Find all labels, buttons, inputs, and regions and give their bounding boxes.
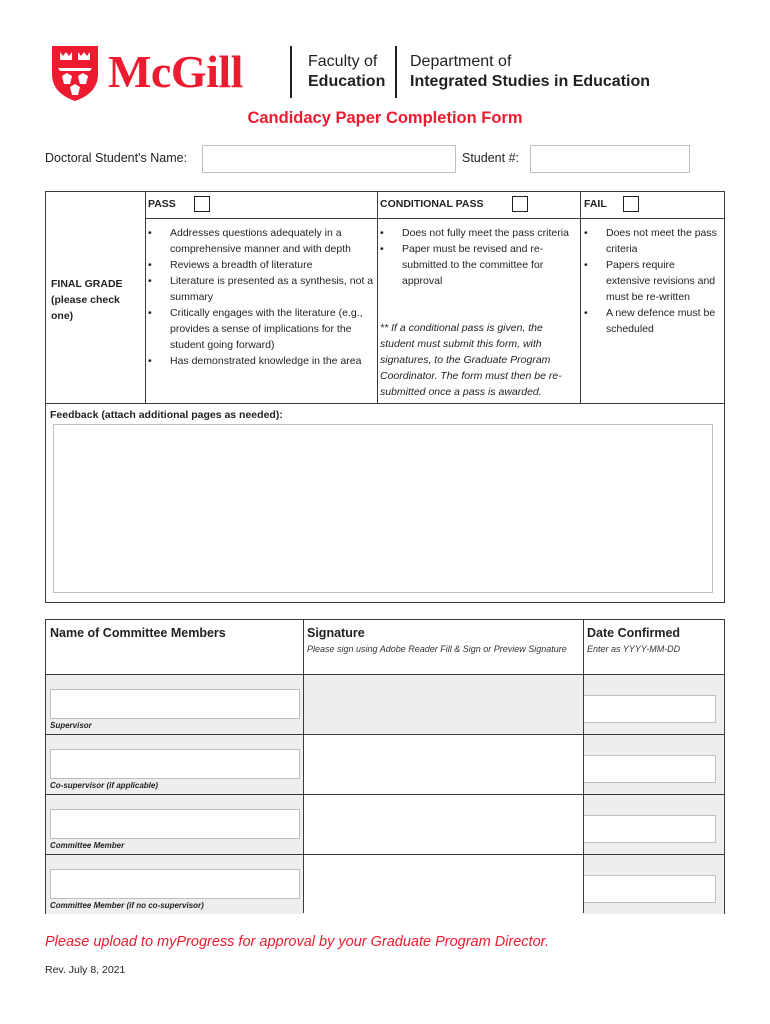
member-alt-signature-field[interactable] [303,855,583,914]
column-divider [377,192,378,403]
supervisor-signature-field[interactable] [303,675,583,734]
header-divider [395,46,397,98]
final-grade-label-line: one) [51,310,74,322]
pass-criteria-list [148,225,374,369]
conditional-criteria-list [380,225,572,289]
signature-column-title: Signature [307,626,365,640]
committee-name-header [46,620,303,674]
member-alt-name-field[interactable] [50,869,300,899]
committee-row-cosupervisor [46,734,724,794]
signature-column-note: Please sign using Adobe Reader Fill & Sign or Preview Signature [307,644,567,654]
column-divider [583,620,584,913]
final-grade-table [45,191,725,404]
date-header [583,620,725,674]
list-item: • Papers require extensive revisions and must be re-written [584,257,720,305]
signature-header [303,620,583,674]
faculty-line1: Faculty of [308,53,378,70]
department-name [410,52,650,92]
fail-label: FAIL [584,198,607,210]
committee-row-member-alt [46,854,724,914]
committee-row-member [46,794,724,854]
cosupervisor-role-label: Co-supervisor (if applicable) [50,781,159,790]
department-line2: Integrated Studies in Education [410,73,651,90]
pass-checkbox[interactable] [194,196,210,212]
committee-name-column-title: Name of Committee Members [50,626,226,640]
column-divider [303,620,304,913]
list-item: • Critically engages with the literature (e.g., provides a sense of implications for the student going forward) [148,305,374,353]
fail-criteria-list [584,225,720,337]
header-divider [290,46,292,98]
cosupervisor-date-field[interactable] [583,755,716,783]
fail-checkbox[interactable] [623,196,639,212]
faculty-line2: Education [308,73,386,90]
member-signature-field[interactable] [303,795,583,854]
supervisor-name-field[interactable] [50,689,300,719]
student-number-label: Student #: [462,151,519,165]
cosupervisor-signature-field[interactable] [303,735,583,794]
student-name-label: Doctoral Student's Name: [45,151,188,165]
pass-label: PASS [148,198,176,210]
feedback-field[interactable] [53,424,713,593]
student-info-row [45,143,695,175]
list-item: • Paper must be revised and re-submitted to the committee for approval [380,241,572,289]
final-grade-label-line: FINAL GRADE [51,278,123,290]
upload-instruction: Please upload to myProgress for approval by your Graduate Program Director. [45,934,549,950]
member-name-field[interactable] [50,809,300,839]
student-name-field[interactable] [202,145,456,173]
supervisor-date-field[interactable] [583,695,716,723]
page-header [50,44,730,106]
member-alt-role-label: Committee Member (if no co-supervisor) [50,901,204,910]
mcgill-wordmark: McGill [108,46,243,97]
revision-date: Rev. July 8, 2021 [45,964,126,976]
student-number-field[interactable] [530,145,690,173]
form-title: Candidacy Paper Completion Form [247,109,523,127]
list-item: • A new defence must be scheduled [584,305,720,337]
list-item: • Does not meet the pass criteria [584,225,720,257]
department-line1: Department of [410,53,512,70]
header-divider [145,218,724,219]
list-item: • Reviews a breadth of literature [148,257,374,273]
member-role-label: Committee Member [50,841,125,850]
cosupervisor-name-field[interactable] [50,749,300,779]
feedback-section [45,404,725,603]
final-grade-label-line: (please check [51,294,120,306]
conditional-pass-note: ** If a conditional pass is given, the student must submit this form, with signatures, to the Graduate Program Coordinator. The form must then be re-submitted once a pass is awarded. [380,322,562,398]
faculty-name [308,52,385,92]
date-column-title: Date Confirmed [587,626,681,640]
supervisor-role-label: Supervisor [50,721,92,730]
list-item: • Does not fully meet the pass criteria [380,225,572,241]
list-item: • Addresses questions adequately in a comprehensive manner and with depth [148,225,374,257]
date-column-note: Enter as YYYY-MM-DD [587,644,681,654]
feedback-label: Feedback (attach additional pages as needed): [50,409,283,421]
final-grade-label [51,276,123,324]
list-item: • Has demonstrated knowledge in the area [148,353,374,369]
member-date-field[interactable] [583,815,716,843]
conditional-pass-label: CONDITIONAL PASS [380,198,484,210]
list-item: • Literature is presented as a synthesis, not a summary [148,273,374,305]
column-divider [580,192,581,403]
member-alt-date-field[interactable] [583,875,716,903]
column-divider [145,192,146,403]
conditional-pass-checkbox[interactable] [512,196,528,212]
committee-row-supervisor [46,674,724,734]
committee-table [45,619,725,914]
mcgill-crest-icon [50,44,100,102]
